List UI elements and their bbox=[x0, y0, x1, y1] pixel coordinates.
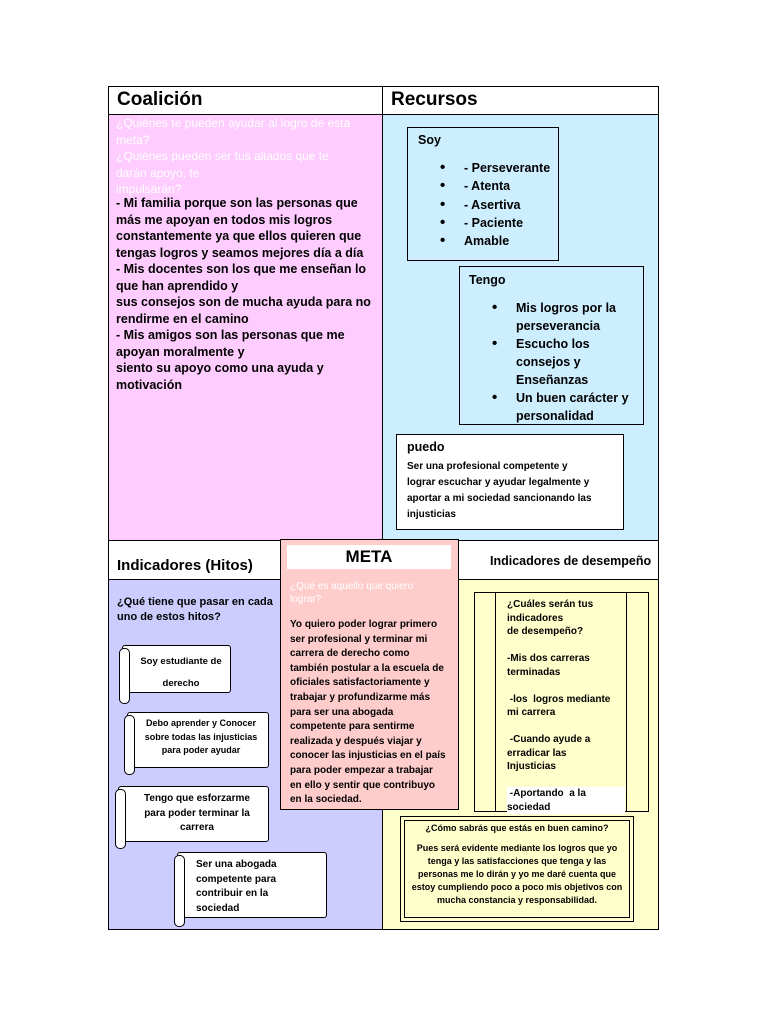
scroll-roll bbox=[124, 715, 135, 775]
meta-body bbox=[290, 618, 458, 808]
soy-item: • - Atenta bbox=[408, 177, 550, 195]
hito-line: sobre todas las injusticias bbox=[144, 731, 258, 742]
tengo-label: Tengo bbox=[469, 273, 506, 287]
tengo-item bbox=[460, 335, 629, 389]
hito-line: derecho bbox=[162, 678, 200, 689]
tengo-item-line: personalidad bbox=[516, 409, 594, 423]
coalicion-answer-line: - Mis docentes son los que me enseñan lo bbox=[116, 262, 367, 276]
coalicion-question-line: impulsarán? bbox=[116, 182, 182, 196]
hito-scroll-1 bbox=[122, 645, 231, 693]
coalicion-answer-line: que han aprendido y bbox=[116, 278, 239, 293]
camino-text bbox=[405, 842, 629, 907]
puedo-line: Ser una profesional competente y bbox=[407, 461, 568, 472]
desempeno-line: -los logros mediante bbox=[507, 693, 611, 705]
hito-scroll-3 bbox=[118, 786, 269, 842]
hito-line: Ser una abogada bbox=[196, 859, 277, 870]
coalicion-question-line: darán apoyo, te bbox=[116, 165, 200, 180]
hito-line: Debo aprender y Conocer bbox=[145, 718, 257, 728]
meta-body-line: en ello y sentir que contribuyo bbox=[290, 779, 436, 791]
scroll-roll bbox=[174, 855, 185, 927]
meta-box bbox=[280, 539, 459, 810]
hito-line: sociedad bbox=[196, 902, 240, 914]
scroll-roll bbox=[115, 789, 126, 849]
hito-scroll-text bbox=[135, 651, 227, 695]
desempeno-line bbox=[507, 774, 625, 788]
puedo-label: puedo bbox=[407, 440, 445, 454]
puedo-box bbox=[396, 434, 624, 530]
camino-line: estoy cumpliendo poco a poco mis objetivos con bbox=[411, 882, 623, 892]
camino-line: tenga y las satisfacciones que tenga y las bbox=[427, 856, 607, 866]
tengo-item-line: consejos y bbox=[516, 355, 581, 369]
coalicion-answer bbox=[116, 195, 380, 393]
hito-line: Soy estudiante de bbox=[140, 656, 222, 667]
coalicion-answer-line: - Mis amigos son las personas que me bbox=[116, 328, 345, 342]
soy-item: • - Perseverante bbox=[408, 159, 550, 177]
meta-body-line: en la sociedad. bbox=[290, 794, 362, 806]
coalicion-answer-line: siento su apoyo como una ayuda y bbox=[116, 361, 324, 375]
camino-line: personas me lo dirán y yo me daré cuenta que bbox=[417, 869, 617, 879]
coalicion-answer-line: apoyan moralmente y bbox=[116, 344, 245, 359]
tengo-item bbox=[460, 299, 629, 335]
desempeno-header-divider bbox=[458, 579, 658, 580]
soy-item: • Amable bbox=[408, 232, 550, 250]
coalicion-question-line: ¿Quiénes te pueden ayudar al logro de esta bbox=[116, 116, 351, 130]
hito-line: para poder ayudar bbox=[161, 745, 241, 755]
top-column-divider bbox=[382, 86, 383, 540]
meta-body-line: para poder empezar a trabajar bbox=[290, 764, 433, 776]
scroll-edge-right bbox=[626, 593, 627, 811]
tengo-item bbox=[460, 389, 629, 425]
scroll-roll bbox=[119, 648, 130, 704]
tengo-item-line: • Escucho los bbox=[516, 337, 590, 351]
camino-line: mucha constancia y responsabilidad. bbox=[436, 895, 598, 905]
soy-item: • - Paciente bbox=[408, 214, 550, 232]
hitos-question-line: ¿Qué tiene que pasar en cada bbox=[117, 596, 273, 608]
hito-line: Tengo que esforzarme bbox=[144, 793, 250, 804]
hito-scroll-text bbox=[196, 858, 324, 916]
desempeno-line: -Cuando ayude a bbox=[507, 734, 591, 745]
desempeno-line bbox=[507, 639, 625, 653]
hitos-title: Indicadores (Hitos) bbox=[117, 557, 253, 574]
desempeno-line: Injusticias bbox=[507, 761, 556, 772]
tengo-item-line: • Mis logros por la bbox=[516, 301, 617, 315]
hito-scroll-text bbox=[129, 792, 265, 836]
coalicion-answer-line: tengas logros y seamos mejores día a día bbox=[116, 245, 364, 260]
desempeno-text bbox=[507, 598, 625, 814]
coalicion-answer-line: motivación bbox=[116, 377, 182, 392]
puedo-line: aportar a mi sociedad sancionando las bbox=[407, 493, 592, 504]
coalicion-answer-line: sus consejos son de mucha ayuda para no bbox=[116, 295, 371, 309]
hitos-header-divider bbox=[108, 579, 281, 580]
puedo-text bbox=[407, 459, 621, 523]
coalicion-title: Coalición bbox=[117, 89, 203, 110]
hito-line: competente para bbox=[196, 873, 277, 885]
coalicion-answer-line: - Mi familia porque son las personas que bbox=[116, 196, 358, 210]
desempeno-line: indicadores bbox=[507, 612, 564, 624]
desempeno-scroll bbox=[474, 592, 649, 812]
meta-body-line: para ser una abogada bbox=[290, 706, 394, 718]
coalicion-question bbox=[116, 115, 380, 198]
desempeno-line: -Mis dos carreras bbox=[507, 653, 590, 664]
hito-scroll-4 bbox=[177, 852, 327, 918]
desempeno-line: de desempeño? bbox=[507, 626, 584, 637]
coalicion-answer-line: constantemente ya que ellos quieren que bbox=[116, 229, 362, 243]
camino-box bbox=[400, 816, 634, 922]
soy-label: Soy bbox=[418, 133, 441, 147]
coalicion-answer-line: rendirme en el camino bbox=[116, 311, 249, 326]
desempeno-title: Indicadores de desempeño bbox=[490, 554, 652, 568]
desempeno-line bbox=[507, 679, 625, 693]
coalicion-answer-line: más me apoyan en todos mis logros bbox=[116, 212, 333, 227]
desempeno-line bbox=[507, 720, 625, 734]
meta-body-line: Yo quiero poder lograr primero bbox=[290, 619, 438, 630]
tengo-item-line: Enseñanzas bbox=[516, 373, 589, 387]
meta-body-line: conocer las injusticias en el país bbox=[290, 750, 446, 762]
meta-body-line: realizada y después viajar y bbox=[290, 735, 422, 747]
meta-question-line: lograr? bbox=[290, 594, 322, 605]
hito-scroll-2 bbox=[127, 712, 269, 768]
soy-box bbox=[407, 127, 559, 261]
hito-line: para poder terminar la bbox=[144, 807, 250, 819]
camino-question: ¿Cómo sabrás que estás en buen camino? bbox=[425, 823, 609, 833]
tengo-box bbox=[459, 266, 644, 425]
hito-scroll-text bbox=[136, 717, 266, 758]
coalicion-question-line: ¿Quiénes pueden ser tus aliados que te bbox=[116, 149, 329, 163]
hito-line: carrera bbox=[180, 822, 214, 833]
meta-body-line: trabajar y profundizarme más bbox=[290, 691, 431, 703]
soy-list bbox=[408, 159, 550, 250]
tengo-item-line: • Un buen carácter y bbox=[516, 391, 629, 405]
tengo-item-line: perseverancia bbox=[516, 319, 601, 333]
desempeno-line: terminadas bbox=[507, 666, 561, 678]
tengo-list bbox=[460, 299, 629, 425]
scroll-edge-left bbox=[495, 593, 496, 811]
desempeno-line: erradicar las bbox=[507, 747, 567, 759]
meta-body-line: carrera de derecho como bbox=[290, 648, 410, 660]
meta-body-line: oficiales satisfactoriamente y bbox=[290, 677, 430, 689]
meta-body-line: también postular a la escuela de bbox=[290, 662, 444, 674]
hitos-question-line: uno de estos hitos? bbox=[117, 611, 221, 623]
desempeno-line: -Aportando a la bbox=[507, 787, 625, 801]
desempeno-line: ¿Cuáles serán tus bbox=[507, 599, 594, 610]
camino-line: Pues será evidente mediante los logros que yo bbox=[416, 843, 618, 853]
meta-question bbox=[290, 580, 455, 606]
meta-title: META bbox=[287, 545, 451, 569]
meta-question-line: ¿Qué es aquello que quiero bbox=[290, 581, 414, 592]
bottom-column-divider bbox=[382, 810, 383, 930]
soy-item: • - Asertiva bbox=[408, 196, 550, 214]
camino-inner bbox=[404, 820, 630, 918]
hito-line: contribuir en la bbox=[196, 888, 269, 899]
recursos-title: Recursos bbox=[391, 89, 478, 110]
meta-body-line: ser profesional y terminar mi bbox=[290, 633, 428, 645]
puedo-line: injusticias bbox=[407, 509, 456, 520]
desempeno-line: mi carrera bbox=[507, 707, 556, 718]
desempeno-line: sociedad bbox=[507, 801, 625, 815]
meta-body-line: competente para sentirme bbox=[290, 721, 415, 733]
coalicion-question-line: meta? bbox=[116, 132, 150, 147]
puedo-line: lograr escuchar y ayudar legalmente y bbox=[407, 477, 590, 488]
